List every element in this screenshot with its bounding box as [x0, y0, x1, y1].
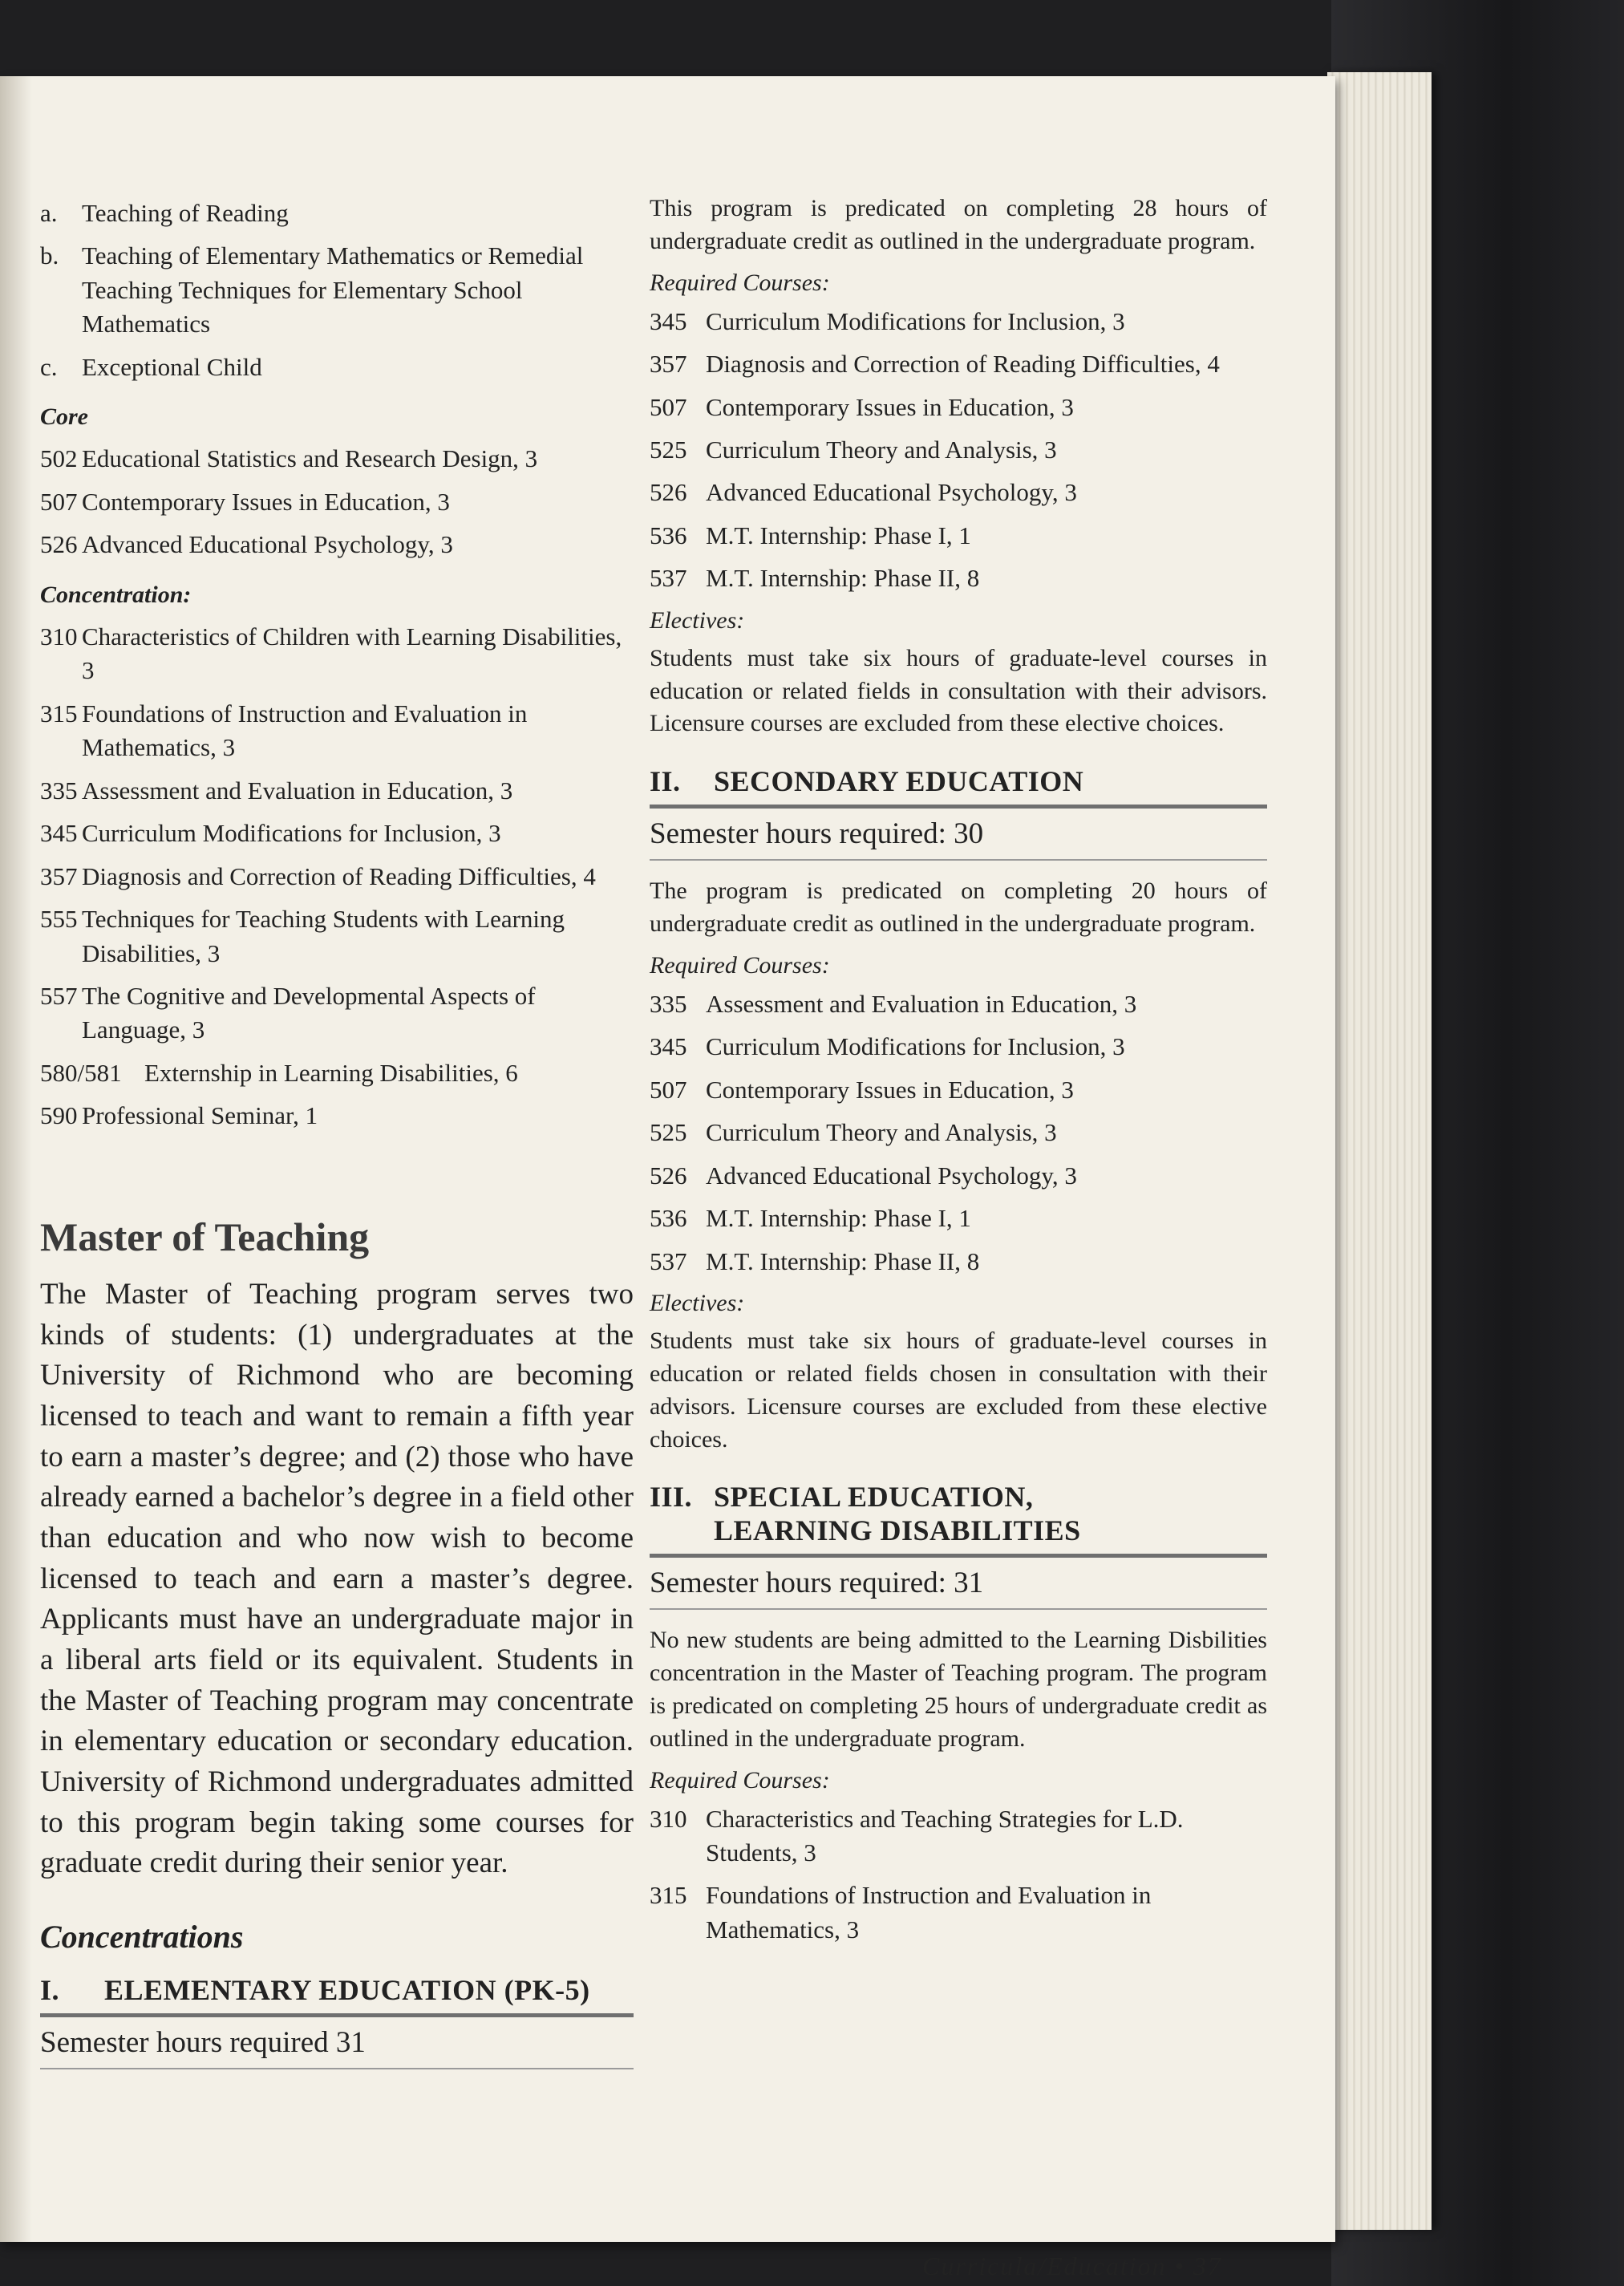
secondary-required-list — [650, 987, 1267, 1279]
course-title: Foundations of Instruction and Evaluation in Mathematics, 3 — [706, 1881, 1152, 1944]
required-courses-label: Required Courses: — [650, 1766, 830, 1794]
course-title: Professional Seminar, 1 — [82, 1101, 318, 1130]
special-education-heading — [650, 1480, 1267, 1558]
course-title: Contemporary Issues in Education, 3 — [706, 392, 1074, 421]
course-item — [650, 305, 1267, 338]
special-ed-intro: No new students are being admitted to the Learning Disbilities concentration in the Master of Teaching program. The program is predicated on completing 25 hours of undergraduate credit as outlined in the undergraduate program. — [650, 1627, 1267, 1752]
concentration-heading: Concentration: — [40, 581, 192, 608]
course-number: 580/581 — [40, 1058, 122, 1087]
course-number: 507 — [650, 1075, 687, 1104]
course-title: M.T. Internship: Phase I, 1 — [706, 1204, 971, 1233]
course-item — [650, 1879, 1267, 1947]
course-title: Characteristics of Children with Learning Disabilities, 3 — [82, 622, 622, 685]
course-title: Advanced Educational Psychology, 3 — [82, 530, 453, 559]
course-title: Diagnosis and Correction of Reading Difficulties, 4 — [706, 350, 1220, 379]
course-number: 526 — [650, 478, 687, 507]
course-number: 525 — [650, 1118, 687, 1147]
course-title: Exceptional Child — [82, 352, 262, 381]
course-number: c. — [40, 352, 58, 381]
course-item — [650, 1802, 1267, 1871]
course-title: Curriculum Modifications for Inclusion, 3 — [706, 1032, 1125, 1061]
course-number: 310 — [40, 622, 78, 651]
course-number: 507 — [40, 487, 78, 516]
course-item — [650, 1159, 1267, 1193]
course-number: a. — [40, 199, 58, 227]
course-number: 335 — [40, 776, 78, 805]
course-title: The Cognitive and Developmental Aspects of Language, 3 — [82, 981, 536, 1044]
required-courses-label: Required Courses: — [650, 269, 830, 296]
elementary-intro: This program is predicated on completing 28 hours of undergraduate credit as outlined in the undergraduate program. — [650, 195, 1267, 254]
secondary-education-heading — [650, 764, 1267, 809]
course-title: Teaching of Elementary Mathematics or Remedial Teaching Techniques for Elementary School Mathematics — [82, 241, 584, 338]
section-number: I. — [40, 1974, 60, 2007]
course-number: 590 — [40, 1101, 78, 1130]
section-title: ELEMENTARY EDUCATION (PK-5) — [104, 1974, 590, 2007]
course-number: 357 — [40, 861, 78, 890]
course-number: 310 — [650, 1804, 687, 1833]
special-ed-required-list — [650, 1802, 1267, 1948]
course-item — [40, 817, 634, 850]
section-title-line-1: SPECIAL EDUCATION, — [714, 1481, 1034, 1514]
course-title: Advanced Educational Psychology, 3 — [706, 1161, 1077, 1190]
section-title: SECONDARY EDUCATION — [714, 765, 1084, 798]
section-title — [714, 1480, 1081, 1547]
course-number: 525 — [650, 436, 687, 464]
course-item — [40, 1056, 634, 1090]
course-title: Curriculum Modifications for Inclusion, 3 — [706, 306, 1125, 335]
course-item — [40, 860, 634, 894]
course-number: 345 — [650, 306, 687, 335]
course-number: b. — [40, 241, 59, 270]
left-column — [40, 197, 634, 2084]
course-title: Assessment and Evaluation in Education, 3 — [82, 776, 513, 805]
prereq-list — [40, 197, 634, 384]
course-item — [650, 1202, 1267, 1235]
electives-label: Electives: — [650, 606, 745, 634]
course-number: 335 — [650, 989, 687, 1018]
section-title-line-2: LEARNING DISABILITIES — [714, 1514, 1081, 1547]
course-item — [40, 620, 634, 688]
course-number: 526 — [650, 1161, 687, 1190]
course-item — [40, 528, 634, 561]
course-item — [650, 1073, 1267, 1107]
concentrations-heading: Concentrations — [40, 1919, 244, 1956]
course-number: 536 — [650, 521, 687, 549]
course-item — [650, 347, 1267, 381]
course-item — [40, 1099, 634, 1133]
special-ed-semester-hours: Semester hours required: 31 — [650, 1566, 1267, 1610]
course-title: Curriculum Theory and Analysis, 3 — [706, 1118, 1057, 1147]
book-page — [0, 76, 1335, 2280]
course-item — [650, 561, 1267, 595]
elementary-required-list — [650, 305, 1267, 596]
course-number: 526 — [40, 530, 78, 559]
course-number: 507 — [650, 392, 687, 421]
elementary-electives-text: Students must take six hours of graduate-level courses in education or related fields in consultation with their advisors. Licensure courses are excluded from these elective choices. — [650, 644, 1267, 737]
course-item — [40, 485, 634, 519]
section-number: II. — [650, 765, 681, 798]
core-heading: Core — [40, 403, 88, 431]
course-title: Educational Statistics and Research Design, 3 — [82, 444, 538, 473]
secondary-intro: The program is predicated on completing 20 hours of undergraduate credit as outlined in the undergraduate program. — [650, 878, 1267, 938]
course-number: 537 — [650, 1246, 687, 1275]
master-of-teaching-heading: Master of Teaching — [40, 1214, 370, 1259]
course-item — [40, 197, 634, 230]
course-item — [650, 476, 1267, 509]
course-title: Curriculum Modifications for Inclusion, 3 — [82, 819, 501, 848]
course-item — [40, 442, 634, 476]
master-of-teaching-paragraph: The Master of Teaching program serves two kinds of students: (1) undergraduates at the University of Richmond who are becoming licensed to teach and want to remain a fifth year to earn a master’s degree; and (2) those who have already earned a bachelor’s degree in a field other than education and who now wish to become licensed to teach and earn a master’s degree. Applicants must have an undergraduate major in a liberal arts field or its equivalent. Students in the Master of Teaching program may concentrate in elementary education or secondary education. University of Richmond undergraduates admitted to this program begin taking some courses for graduate credit during their senior year. — [40, 1277, 634, 1880]
secondary-electives-text: Students must take six hours of graduate-level courses in education or related fields chosen in consultation with their advisors. Licensure courses are excluded from these elective choices. — [650, 1327, 1267, 1453]
course-title: Diagnosis and Correction of Reading Difficulties, 4 — [82, 861, 596, 890]
course-item — [650, 1116, 1267, 1149]
course-title: Assessment and Evaluation in Education, 3 — [706, 989, 1137, 1018]
course-title: Advanced Educational Psychology, 3 — [706, 478, 1077, 507]
required-courses-label: Required Courses: — [650, 951, 830, 979]
concentration-list — [40, 620, 634, 1133]
course-number: 537 — [650, 564, 687, 593]
course-title: Curriculum Theory and Analysis, 3 — [706, 436, 1057, 464]
course-item — [40, 774, 634, 808]
course-title: M.T. Internship: Phase II, 8 — [706, 1246, 980, 1275]
course-title: M.T. Internship: Phase I, 1 — [706, 521, 971, 549]
elementary-education-heading — [40, 1973, 634, 2017]
core-list — [40, 442, 634, 561]
course-number: 555 — [40, 905, 78, 934]
course-number: 536 — [650, 1204, 687, 1233]
course-item — [650, 391, 1267, 424]
course-item — [40, 239, 634, 341]
course-title: Contemporary Issues in Education, 3 — [82, 487, 450, 516]
elementary-semester-hours: Semester hours required 31 — [40, 2025, 634, 2069]
course-number: 357 — [650, 350, 687, 379]
course-number: 502 — [40, 444, 78, 473]
course-item — [650, 987, 1267, 1021]
course-item — [40, 979, 634, 1048]
right-column — [650, 193, 1267, 1956]
page-footer: Curricula/Education • 37 — [922, 2252, 1222, 2280]
course-number: 345 — [40, 819, 78, 848]
course-item — [650, 519, 1267, 553]
course-item — [650, 433, 1267, 467]
course-item — [40, 697, 634, 765]
secondary-semester-hours: Semester hours required: 30 — [650, 817, 1267, 861]
course-number: 315 — [40, 699, 78, 728]
course-title: Techniques for Teaching Students with Learning Disabilities, 3 — [82, 905, 565, 967]
course-item — [650, 1030, 1267, 1064]
course-title: Characteristics and Teaching Strategies for L.D. Students, 3 — [706, 1804, 1184, 1866]
page-edges — [1327, 72, 1432, 2230]
course-number: 557 — [40, 981, 78, 1010]
course-item — [40, 351, 634, 384]
electives-label: Electives: — [650, 1290, 745, 1317]
section-number: III. — [650, 1481, 693, 1514]
course-title: Externship in Learning Disabilities, 6 — [144, 1058, 518, 1087]
course-title: Foundations of Instruction and Evaluation in Mathematics, 3 — [82, 699, 528, 762]
course-number: 345 — [650, 1032, 687, 1061]
course-item — [650, 1245, 1267, 1279]
course-number: 315 — [650, 1881, 687, 1910]
course-title: Teaching of Reading — [82, 199, 289, 227]
course-title: Contemporary Issues in Education, 3 — [706, 1075, 1074, 1104]
course-item — [40, 902, 634, 971]
course-title: M.T. Internship: Phase II, 8 — [706, 564, 980, 593]
